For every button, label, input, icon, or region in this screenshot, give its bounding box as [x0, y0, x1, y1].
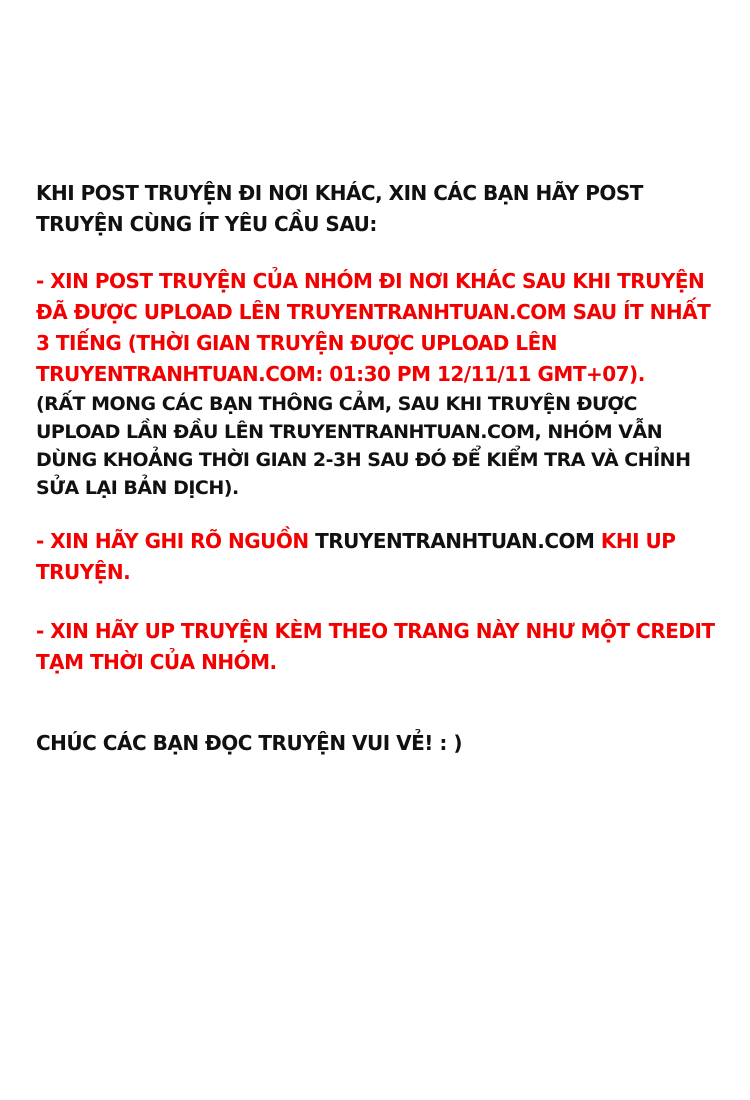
closing-line: CHÚC CÁC BẠN ĐỌC TRUYỆN VUI VẺ! : ) — [36, 731, 462, 755]
rule-2-suffix: KHI UP TRUYỆN. — [36, 529, 682, 584]
rule-3-text: - XIN HÃY UP TRUYỆN KÈM THEO TRANG NÀY NHƯ MỘT CREDIT TẠM THỜI CỦA NHÓM. — [36, 619, 722, 674]
rule-1-text: - XIN POST TRUYỆN CỦA NHÓM ĐI NƠI KHÁC SAU KHI TRUYỆN ĐÃ ĐƯỢC UPLOAD LÊN TRUYENTRANHTUAN.COM SAU ÍT NHẤT 3 TIẾNG (THỜI GIAN TRUYỆN ĐƯỢC UPLOAD LÊN TRUYENTRANHTUAN.COM: 01:30 PM 12/11/11 GMT+07). — [36, 269, 717, 386]
credit-text-block — [36, 178, 720, 759]
rule-1-note: (RẤT MONG CÁC BẠN THÔNG CẢM, SAU KHI TRUYỆN ĐƯỢC UPLOAD LẦN ĐẦU LÊN TRUYENTRANHTUAN.COM, NHÓM VẪN DÙNG KHOẢNG THỜI GIAN 2-3H SAU ĐÓ ĐỂ KIỂM TRA VÀ CHỈNH SỬA LẠI BẢN DỊCH). — [36, 393, 697, 499]
rule-2-text — [36, 526, 720, 588]
rule-1-block — [36, 266, 720, 502]
intro-paragraph: KHI POST TRUYỆN ĐI NƠI KHÁC, XIN CÁC BẠN HÃY POST TRUYỆN CÙNG ÍT YÊU CẦU SAU: — [36, 181, 650, 236]
rule-2-source-name: TRUYENTRANHTUAN.COM — [315, 529, 595, 553]
rule-2-prefix: - XIN HÃY GHI RÕ NGUỒN — [36, 529, 309, 553]
